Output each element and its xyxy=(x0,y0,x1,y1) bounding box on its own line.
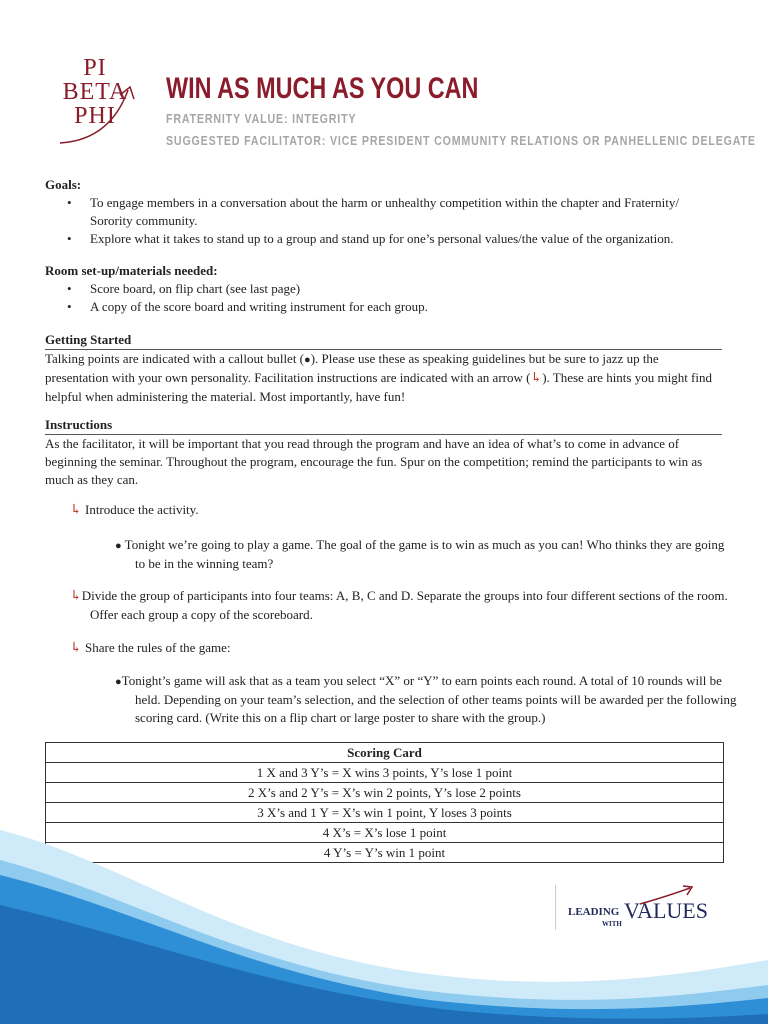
goals-section xyxy=(45,176,725,248)
callout-bubble-icon: ● xyxy=(115,540,122,552)
logo-line-1: PI xyxy=(83,55,107,81)
footer-divider xyxy=(555,885,556,930)
scoring-card-title: Scoring Card xyxy=(46,743,724,763)
step-rules-text: Share the rules of the game: xyxy=(84,640,231,655)
instructions-text: As the facilitator, it will be important that you read through the program and have an idea of what’s to come in advance of beginning the seminar. Throughout the program, encourage the fun. Spur on the competition; remind the participants to win as much as they can. xyxy=(45,436,703,487)
goal-item: • To engage members in a conversation about the harm or unhealthy competition within the chapter and Fraternity/ Sorority community. xyxy=(45,194,725,230)
getting-started-text-b: ). Please use these as speaking guidelines but be sure to jazz up the presentation with your own personality. Facilitation instructions are indicated with an arrow ( xyxy=(45,351,659,385)
scoring-row: 1 X and 3 Y’s = X wins 3 points, Y’s lose 1 point xyxy=(46,763,724,783)
getting-started-text-c: ). These are hints you might find helpful when administering the material. Most importantly, have fun! xyxy=(45,370,712,404)
logo-values: VALUES xyxy=(624,898,708,923)
step-introduce-text: Introduce the activity. xyxy=(84,502,199,517)
arrow-icon: ↳ xyxy=(530,371,543,386)
scoring-row: 4 Y’s = Y’s win 1 point xyxy=(46,843,724,863)
talking-point-1-text: Tonight we’re going to play a game. The goal of the game is to win as much as you can! Who thinks they are going to be in the winning team? xyxy=(124,537,725,571)
logo-with: WITH xyxy=(602,920,622,928)
room-item: • A copy of the score board and writing instrument for each group. xyxy=(45,298,725,316)
talking-point-2-text: Tonight’s game will ask that as a team you select “X” or “Y” to earn points each round. A total of 10 rounds will be held. Depending on your team’s selection, and the selection of other teams points will be awarded per the following scoring card. (Write this on a flip chart or large poster to share with the group.) xyxy=(121,673,737,725)
callout-bubble-icon: ● xyxy=(304,354,311,366)
logo-line-2: BETA xyxy=(62,79,128,105)
suggested-facilitator: SUGGESTED FACILITATOR: VICE PRESIDENT COMMUNITY RELATIONS OR PANHELLENIC DELEGATE xyxy=(166,133,756,148)
room-item: • Score board, on flip chart (see last page) xyxy=(45,280,725,298)
arrow-swoosh-icon xyxy=(50,55,145,155)
room-heading: Room set-up/materials needed: xyxy=(45,263,218,278)
getting-started-text xyxy=(45,350,722,406)
getting-started-section xyxy=(45,331,722,406)
arrow-icon: ↳ xyxy=(70,589,82,604)
scoring-row: 2 X’s and 2 Y’s = X’s win 2 points, Y’s lose 2 points xyxy=(46,783,724,803)
step-rules xyxy=(70,639,720,658)
scoring-row: 4 X’s = X’s lose 1 point xyxy=(46,823,724,843)
callout-bubble-icon: ● xyxy=(115,676,122,688)
arrow-swoosh-icon xyxy=(638,884,698,906)
arrow-icon: ↳ xyxy=(70,641,82,656)
talking-point-2 xyxy=(115,672,740,727)
pi-beta-phi-logo xyxy=(50,55,145,155)
fraternity-value: FRATERNITY VALUE: INTEGRITY xyxy=(166,111,357,126)
goals-heading: Goals: xyxy=(45,177,82,192)
instructions-section xyxy=(45,416,722,489)
logo-leading: LEADING xyxy=(568,906,620,918)
page-title: WIN AS MUCH AS YOU CAN xyxy=(166,72,479,105)
arrow-icon: ↳ xyxy=(70,503,82,518)
step-introduce xyxy=(70,501,720,520)
instructions-heading: Instructions xyxy=(45,416,722,435)
scoring-row: 3 X’s and 1 Y = X’s win 1 point, Y loses 3 points xyxy=(46,803,724,823)
goal-item: • Explore what it takes to stand up to a group and stand up for one’s personal values/the value of the organization. xyxy=(45,230,725,248)
step-divide-text: Divide the group of participants into four teams: A, B, C and D. Separate the groups into four different sections of the room. Offer each group a copy of the scoreboard. xyxy=(81,588,728,622)
logo-line-3: PHI xyxy=(74,103,116,129)
room-setup-section xyxy=(45,262,725,316)
getting-started-heading: Getting Started xyxy=(45,331,722,350)
step-divide xyxy=(70,587,745,624)
talking-point-1 xyxy=(115,536,735,573)
getting-started-text-a: Talking points are indicated with a callout bullet ( xyxy=(45,351,305,366)
